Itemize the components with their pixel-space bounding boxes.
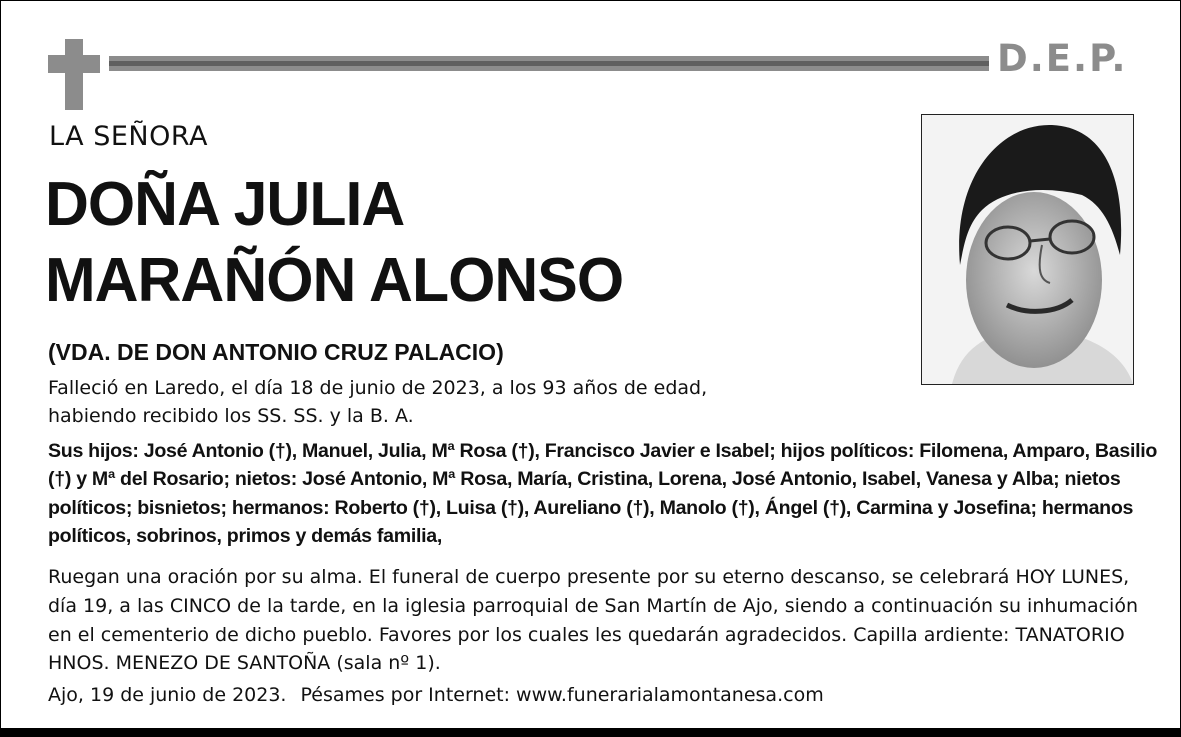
widow-of: (VDA. DE DON ANTONIO CRUZ PALACIO) [48, 339, 504, 365]
death-line-1: Falleció en Laredo, el día 18 de junio de 2023, a los 93 años de edad, [48, 377, 708, 399]
cross-icon-arm [48, 55, 100, 73]
deceased-name [45, 167, 623, 319]
death-details [48, 374, 808, 430]
place-date: Ajo, 19 de junio de 2023. [48, 684, 287, 706]
bottom-border [1, 728, 1180, 736]
deceased-name-line2: MARAÑÓN ALONSO [45, 246, 624, 315]
header-rule [109, 56, 989, 71]
deceased-name-line1: DOÑA JULIA [45, 170, 405, 239]
family-list: Sus hijos: José Antonio (†), Manuel, Julia, Mª Rosa (†), Francisco Javier e Isabel; hijos políticos: Filomena, Amparo, Basilio (†) y Mª del Rosario; nietos: José Antonio, Mª Rosa, María, Cristina, Lorena, José Antonio, Isabel, Vanesa y Alba; nietos políticos; bisnietos; hermanos: Roberto (†), Luisa (†), Aureliano (†), Manolo (†), Ángel (†), Carmina y Josefina; hermanos políticos, sobrinos, primos y demás familia, [48, 440, 1158, 547]
funeral-details: Ruegan una oración por su alma. El funeral de cuerpo presente por su eterno descanso, se celebrará HOY LUNES, día 19, a las CINCO de la tarde, en la iglesia parroquial de San Martín de Ajo, siendo a continuación su inhumación en el cementerio de dicho pueblo. Favores por los cuales les quedarán agradecidos. Capilla ardiente: TANATORIO HNOS. MENEZO DE SANTOÑA (sala nº 1). [48, 566, 1139, 675]
portrait-image [922, 115, 1133, 384]
portrait-photo [921, 114, 1134, 385]
dep-label: D.E.P. [997, 37, 1128, 80]
death-line-2: habiendo recibido los SS. SS. y la B. A. [48, 405, 414, 427]
cross-icon [65, 39, 83, 110]
deceased-title: LA SEÑORA [49, 121, 208, 152]
condolences-website: Pésames por Internet: www.funerarialamontanesa.com [300, 684, 824, 706]
closing-line [48, 681, 824, 709]
